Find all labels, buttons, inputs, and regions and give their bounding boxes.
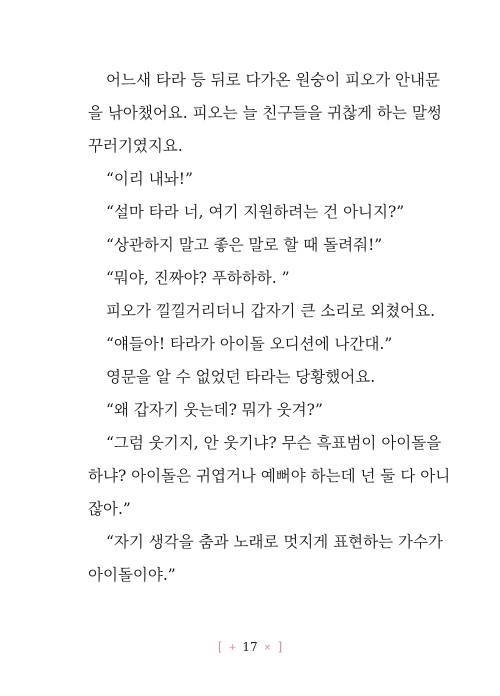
text-line: “뭐야, 진짜야? 푸하하하. ” — [106, 269, 290, 287]
text-line: 하냐? 아이돌은 귀엽거나 예뻐야 하는데 넌 둘 다 아니 — [88, 467, 451, 485]
paragraph-1 — [88, 64, 450, 163]
text-line: 을 낚아챘어요. 피오는 늘 친구들을 귀찮게 하는 말썽 — [88, 104, 442, 122]
body-text — [88, 64, 450, 592]
paragraph-8 — [88, 361, 450, 394]
text-line: “그럼 웃기지, 안 웃기냐? 무슨 흑표범이 아이돌을 — [106, 434, 442, 452]
paragraph-6 — [88, 295, 450, 328]
text-line: 피오가 낄낄거리더니 갑자기 큰 소리로 외쳤어요. — [106, 302, 436, 320]
paragraph-7 — [88, 328, 450, 361]
page-number-close-bracket: ] — [277, 640, 283, 654]
text-line: 어느새 타라 등 뒤로 다가온 원숭이 피오가 안내문 — [106, 71, 440, 89]
text-line: “얘들아! 타라가 아이돌 오디션에 나간대.” — [106, 335, 393, 353]
page-number — [0, 640, 500, 655]
text-line: “상관하지 말고 좋은 말로 할 때 돌려줘!” — [106, 236, 383, 254]
text-line: “이리 내놔!” — [106, 170, 193, 188]
paragraph-5 — [88, 262, 450, 295]
text-line: “자기 생각을 춤과 노래로 멋지게 표현하는 가수가 — [106, 533, 443, 551]
paragraph-3 — [88, 196, 450, 229]
paragraph-4 — [88, 229, 450, 262]
cross-ornament-icon: × — [263, 643, 272, 653]
text-line: 꾸러기였지요. — [88, 137, 183, 155]
paragraph-2 — [88, 163, 450, 196]
text-line: 아이돌이야.” — [88, 566, 176, 584]
paragraph-11 — [88, 526, 450, 592]
paragraph-10 — [88, 427, 450, 526]
text-line: 영문을 알 수 없었던 타라는 당황했어요. — [106, 368, 376, 386]
plus-ornament-icon: + — [228, 643, 237, 653]
text-line: “설마 타라 너, 여기 지원하려는 건 아니지?” — [106, 203, 405, 221]
paragraph-9 — [88, 394, 450, 427]
page-number-value: 17 — [242, 640, 258, 654]
text-line: 잖아.” — [88, 500, 131, 518]
page-number-open-bracket: [ — [217, 640, 223, 654]
text-line: “왜 갑자기 웃는데? 뭐가 웃겨?” — [106, 401, 323, 419]
